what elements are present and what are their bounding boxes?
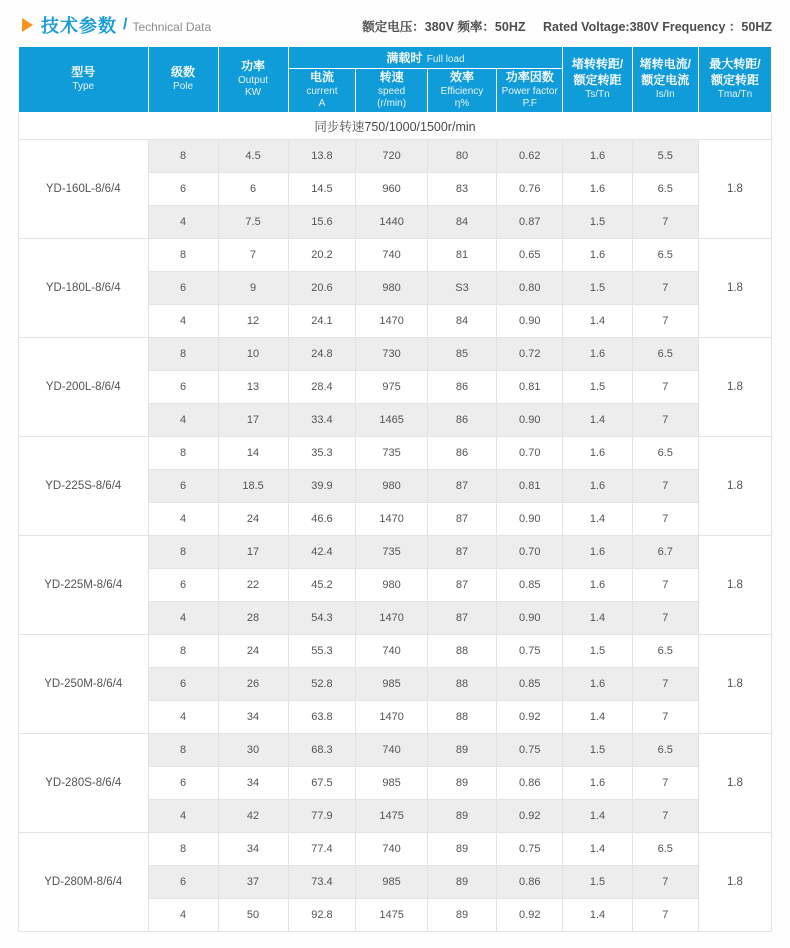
- title-slash: /: [123, 16, 128, 33]
- cell-output-kw: 14: [218, 436, 288, 469]
- cell-is-in: 7: [632, 469, 698, 502]
- table-row: [19, 733, 772, 766]
- cell-pole: 4: [148, 601, 218, 634]
- cell-ts-tn: 1.4: [563, 898, 632, 931]
- cell-ts-tn: 1.6: [563, 436, 632, 469]
- col-header-type: 型号 Type: [19, 47, 149, 113]
- cell-power-factor: 0.81: [497, 370, 563, 403]
- cell-power-factor: 0.76: [497, 172, 563, 205]
- cell-power-factor: 0.86: [497, 865, 563, 898]
- cell-current: 77.9: [288, 799, 356, 832]
- cell-power-factor: 0.81: [497, 469, 563, 502]
- col-header-power-factor: 功率因数 Power factor P.F: [497, 69, 563, 113]
- cell-speed: 720: [356, 139, 428, 172]
- arrow-icon: [22, 18, 33, 32]
- cell-current: 33.4: [288, 403, 356, 436]
- cell-is-in: 7: [632, 898, 698, 931]
- cell-pole: 6: [148, 370, 218, 403]
- model-type-cell: YD-200L-8/6/4: [19, 337, 149, 436]
- cell-power-factor: 0.87: [497, 205, 563, 238]
- cell-speed: 985: [356, 865, 428, 898]
- cell-is-in: 7: [632, 865, 698, 898]
- cell-efficiency: 86: [427, 436, 496, 469]
- cell-output-kw: 4.5: [218, 139, 288, 172]
- cell-pole: 6: [148, 568, 218, 601]
- cell-power-factor: 0.92: [497, 898, 563, 931]
- cell-efficiency: 89: [427, 733, 496, 766]
- cell-is-in: 7: [632, 799, 698, 832]
- cell-speed: 1475: [356, 898, 428, 931]
- cell-output-kw: 7: [218, 238, 288, 271]
- cell-ts-tn: 1.4: [563, 403, 632, 436]
- tma-cell: 1.8: [698, 634, 771, 733]
- col-header-full-load: 满载时 Full load: [288, 47, 563, 69]
- cell-ts-tn: 1.6: [563, 139, 632, 172]
- spec-text-en: Rated Voltage:380V Frequency ：50HZ: [542, 20, 772, 34]
- cell-efficiency: 89: [427, 766, 496, 799]
- cell-ts-tn: 1.6: [563, 337, 632, 370]
- page-title-zh: 技术参数: [41, 16, 117, 36]
- cell-current: 54.3: [288, 601, 356, 634]
- cell-power-factor: 0.72: [497, 337, 563, 370]
- cell-pole: 8: [148, 436, 218, 469]
- model-type-cell: YD-280S-8/6/4: [19, 733, 149, 832]
- cell-speed: 740: [356, 733, 428, 766]
- cell-power-factor: 0.85: [497, 667, 563, 700]
- cell-pole: 6: [148, 172, 218, 205]
- cell-efficiency: 83: [427, 172, 496, 205]
- cell-output-kw: 17: [218, 403, 288, 436]
- cell-ts-tn: 1.4: [563, 502, 632, 535]
- cell-power-factor: 0.75: [497, 634, 563, 667]
- cell-speed: 1475: [356, 799, 428, 832]
- table-row: [19, 238, 772, 271]
- cell-is-in: 7: [632, 601, 698, 634]
- cell-is-in: 7: [632, 403, 698, 436]
- cell-speed: 980: [356, 271, 428, 304]
- cell-speed: 1470: [356, 304, 428, 337]
- cell-speed: 1465: [356, 403, 428, 436]
- cell-speed: 740: [356, 832, 428, 865]
- cell-ts-tn: 1.6: [563, 535, 632, 568]
- cell-output-kw: 18.5: [218, 469, 288, 502]
- tma-cell: 1.8: [698, 535, 771, 634]
- spec-text-zh: 额定电压：380V 频率：50HZ: [362, 20, 526, 34]
- cell-output-kw: 22: [218, 568, 288, 601]
- cell-pole: 4: [148, 403, 218, 436]
- cell-efficiency: 87: [427, 568, 496, 601]
- table-row: [19, 535, 772, 568]
- cell-pole: 4: [148, 799, 218, 832]
- cell-output-kw: 10: [218, 337, 288, 370]
- col-header-output: 功率 Output KW: [218, 47, 288, 113]
- cell-current: 55.3: [288, 634, 356, 667]
- cell-ts-tn: 1.5: [563, 205, 632, 238]
- cell-output-kw: 24: [218, 502, 288, 535]
- cell-output-kw: 6: [218, 172, 288, 205]
- cell-power-factor: 0.75: [497, 733, 563, 766]
- cell-pole: 6: [148, 865, 218, 898]
- col-header-speed: 转速 speed (r/min): [356, 69, 428, 113]
- cell-current: 14.5: [288, 172, 356, 205]
- cell-speed: 960: [356, 172, 428, 205]
- cell-pole: 4: [148, 700, 218, 733]
- cell-efficiency: 89: [427, 799, 496, 832]
- cell-power-factor: 0.90: [497, 304, 563, 337]
- cell-pole: 4: [148, 304, 218, 337]
- cell-output-kw: 24: [218, 634, 288, 667]
- cell-ts-tn: 1.6: [563, 766, 632, 799]
- cell-current: 77.4: [288, 832, 356, 865]
- page-title: [22, 12, 211, 38]
- cell-current: 15.6: [288, 205, 356, 238]
- cell-is-in: 7: [632, 667, 698, 700]
- cell-current: 24.8: [288, 337, 356, 370]
- cell-efficiency: 88: [427, 667, 496, 700]
- cell-current: 92.8: [288, 898, 356, 931]
- cell-pole: 8: [148, 535, 218, 568]
- cell-output-kw: 9: [218, 271, 288, 304]
- cell-speed: 735: [356, 436, 428, 469]
- cell-ts-tn: 1.5: [563, 634, 632, 667]
- cell-output-kw: 34: [218, 832, 288, 865]
- cell-efficiency: 88: [427, 634, 496, 667]
- cell-is-in: 7: [632, 370, 698, 403]
- cell-speed: 1440: [356, 205, 428, 238]
- cell-current: 73.4: [288, 865, 356, 898]
- cell-efficiency: 87: [427, 535, 496, 568]
- cell-output-kw: 26: [218, 667, 288, 700]
- cell-is-in: 7: [632, 700, 698, 733]
- cell-ts-tn: 1.4: [563, 601, 632, 634]
- cell-ts-tn: 1.4: [563, 700, 632, 733]
- cell-is-in: 5.5: [632, 139, 698, 172]
- cell-speed: 740: [356, 634, 428, 667]
- table-body: [19, 139, 772, 931]
- cell-speed: 740: [356, 238, 428, 271]
- cell-pole: 8: [148, 733, 218, 766]
- cell-speed: 980: [356, 568, 428, 601]
- table-row: [19, 337, 772, 370]
- page-header: [0, 0, 790, 46]
- cell-is-in: 6.5: [632, 634, 698, 667]
- model-type-cell: YD-160L-8/6/4: [19, 139, 149, 238]
- rated-spec-text: [348, 15, 772, 35]
- cell-speed: 985: [356, 766, 428, 799]
- cell-current: 35.3: [288, 436, 356, 469]
- cell-current: 45.2: [288, 568, 356, 601]
- cell-is-in: 6.5: [632, 436, 698, 469]
- cell-efficiency: 85: [427, 337, 496, 370]
- cell-speed: 730: [356, 337, 428, 370]
- cell-ts-tn: 1.6: [563, 238, 632, 271]
- cell-speed: 985: [356, 667, 428, 700]
- tma-cell: 1.8: [698, 337, 771, 436]
- cell-pole: 4: [148, 898, 218, 931]
- cell-current: 68.3: [288, 733, 356, 766]
- cell-speed: 735: [356, 535, 428, 568]
- table-row: [19, 634, 772, 667]
- col-header-ts-tn: 堵转转距/ 额定转距 Ts/Tn: [563, 47, 632, 113]
- cell-efficiency: 89: [427, 898, 496, 931]
- cell-ts-tn: 1.5: [563, 271, 632, 304]
- cell-is-in: 6.7: [632, 535, 698, 568]
- cell-power-factor: 0.75: [497, 832, 563, 865]
- sync-speed-row: [19, 112, 772, 139]
- cell-efficiency: 89: [427, 865, 496, 898]
- table-row: [19, 139, 772, 172]
- cell-efficiency: 86: [427, 403, 496, 436]
- cell-is-in: 7: [632, 271, 698, 304]
- cell-output-kw: 37: [218, 865, 288, 898]
- cell-output-kw: 28: [218, 601, 288, 634]
- cell-efficiency: 87: [427, 502, 496, 535]
- cell-output-kw: 12: [218, 304, 288, 337]
- cell-power-factor: 0.70: [497, 436, 563, 469]
- cell-power-factor: 0.90: [497, 403, 563, 436]
- cell-output-kw: 34: [218, 700, 288, 733]
- model-type-cell: YD-225S-8/6/4: [19, 436, 149, 535]
- page-title-en: Technical Data: [132, 19, 212, 34]
- cell-power-factor: 0.80: [497, 271, 563, 304]
- technical-data-table: [18, 46, 772, 932]
- cell-pole: 6: [148, 469, 218, 502]
- cell-output-kw: 34: [218, 766, 288, 799]
- cell-efficiency: 89: [427, 832, 496, 865]
- cell-efficiency: 80: [427, 139, 496, 172]
- cell-is-in: 6.5: [632, 172, 698, 205]
- cell-ts-tn: 1.5: [563, 733, 632, 766]
- col-header-efficiency: 效率 Efficiency η%: [427, 69, 496, 113]
- cell-output-kw: 13: [218, 370, 288, 403]
- cell-power-factor: 0.70: [497, 535, 563, 568]
- table-row: [19, 436, 772, 469]
- cell-efficiency: 88: [427, 700, 496, 733]
- cell-is-in: 6.5: [632, 238, 698, 271]
- cell-speed: 1470: [356, 700, 428, 733]
- cell-efficiency: S3: [427, 271, 496, 304]
- cell-current: 24.1: [288, 304, 356, 337]
- cell-current: 39.9: [288, 469, 356, 502]
- cell-current: 13.8: [288, 139, 356, 172]
- cell-current: 46.6: [288, 502, 356, 535]
- tma-cell: 1.8: [698, 238, 771, 337]
- tma-cell: 1.8: [698, 733, 771, 832]
- cell-power-factor: 0.90: [497, 601, 563, 634]
- sync-speed-note: 同步转速750/1000/1500r/min: [19, 112, 772, 139]
- cell-pole: 8: [148, 832, 218, 865]
- cell-power-factor: 0.86: [497, 766, 563, 799]
- cell-efficiency: 87: [427, 469, 496, 502]
- cell-ts-tn: 1.4: [563, 832, 632, 865]
- col-header-tma-tn: 最大转距/ 额定转距 Tma/Tn: [698, 47, 771, 113]
- cell-power-factor: 0.92: [497, 700, 563, 733]
- cell-power-factor: 0.85: [497, 568, 563, 601]
- cell-is-in: 7: [632, 766, 698, 799]
- cell-is-in: 6.5: [632, 832, 698, 865]
- cell-pole: 6: [148, 667, 218, 700]
- cell-is-in: 6.5: [632, 733, 698, 766]
- tma-cell: 1.8: [698, 832, 771, 931]
- cell-current: 20.2: [288, 238, 356, 271]
- cell-current: 63.8: [288, 700, 356, 733]
- table-row: [19, 832, 772, 865]
- cell-ts-tn: 1.5: [563, 865, 632, 898]
- cell-speed: 975: [356, 370, 428, 403]
- model-type-cell: YD-225M-8/6/4: [19, 535, 149, 634]
- cell-ts-tn: 1.6: [563, 469, 632, 502]
- cell-ts-tn: 1.5: [563, 370, 632, 403]
- cell-efficiency: 86: [427, 370, 496, 403]
- cell-ts-tn: 1.4: [563, 799, 632, 832]
- cell-ts-tn: 1.6: [563, 172, 632, 205]
- model-type-cell: YD-180L-8/6/4: [19, 238, 149, 337]
- cell-efficiency: 81: [427, 238, 496, 271]
- cell-speed: 1470: [356, 601, 428, 634]
- cell-output-kw: 30: [218, 733, 288, 766]
- cell-power-factor: 0.90: [497, 502, 563, 535]
- cell-speed: 980: [356, 469, 428, 502]
- cell-is-in: 7: [632, 502, 698, 535]
- cell-current: 67.5: [288, 766, 356, 799]
- cell-is-in: 7: [632, 304, 698, 337]
- cell-output-kw: 17: [218, 535, 288, 568]
- cell-pole: 6: [148, 271, 218, 304]
- cell-efficiency: 87: [427, 601, 496, 634]
- cell-pole: 8: [148, 238, 218, 271]
- cell-is-in: 7: [632, 568, 698, 601]
- col-header-current: 电流 current A: [288, 69, 356, 113]
- cell-pole: 8: [148, 139, 218, 172]
- cell-output-kw: 42: [218, 799, 288, 832]
- cell-ts-tn: 1.6: [563, 667, 632, 700]
- cell-current: 42.4: [288, 535, 356, 568]
- col-header-pole: 级数 Pole: [148, 47, 218, 113]
- cell-pole: 8: [148, 337, 218, 370]
- cell-power-factor: 0.92: [497, 799, 563, 832]
- cell-current: 52.8: [288, 667, 356, 700]
- cell-power-factor: 0.62: [497, 139, 563, 172]
- cell-speed: 1470: [356, 502, 428, 535]
- cell-output-kw: 50: [218, 898, 288, 931]
- model-type-cell: YD-280M-8/6/4: [19, 832, 149, 931]
- cell-current: 20.6: [288, 271, 356, 304]
- cell-is-in: 6.5: [632, 337, 698, 370]
- cell-efficiency: 84: [427, 205, 496, 238]
- cell-output-kw: 7.5: [218, 205, 288, 238]
- cell-ts-tn: 1.4: [563, 304, 632, 337]
- cell-current: 28.4: [288, 370, 356, 403]
- cell-pole: 4: [148, 502, 218, 535]
- col-header-is-in: 堵转电流/ 额定电流 Is/In: [632, 47, 698, 113]
- model-type-cell: YD-250M-8/6/4: [19, 634, 149, 733]
- cell-pole: 8: [148, 634, 218, 667]
- cell-pole: 6: [148, 766, 218, 799]
- cell-ts-tn: 1.6: [563, 568, 632, 601]
- cell-efficiency: 84: [427, 304, 496, 337]
- cell-is-in: 7: [632, 205, 698, 238]
- cell-power-factor: 0.65: [497, 238, 563, 271]
- tma-cell: 1.8: [698, 436, 771, 535]
- cell-pole: 4: [148, 205, 218, 238]
- tma-cell: 1.8: [698, 139, 771, 238]
